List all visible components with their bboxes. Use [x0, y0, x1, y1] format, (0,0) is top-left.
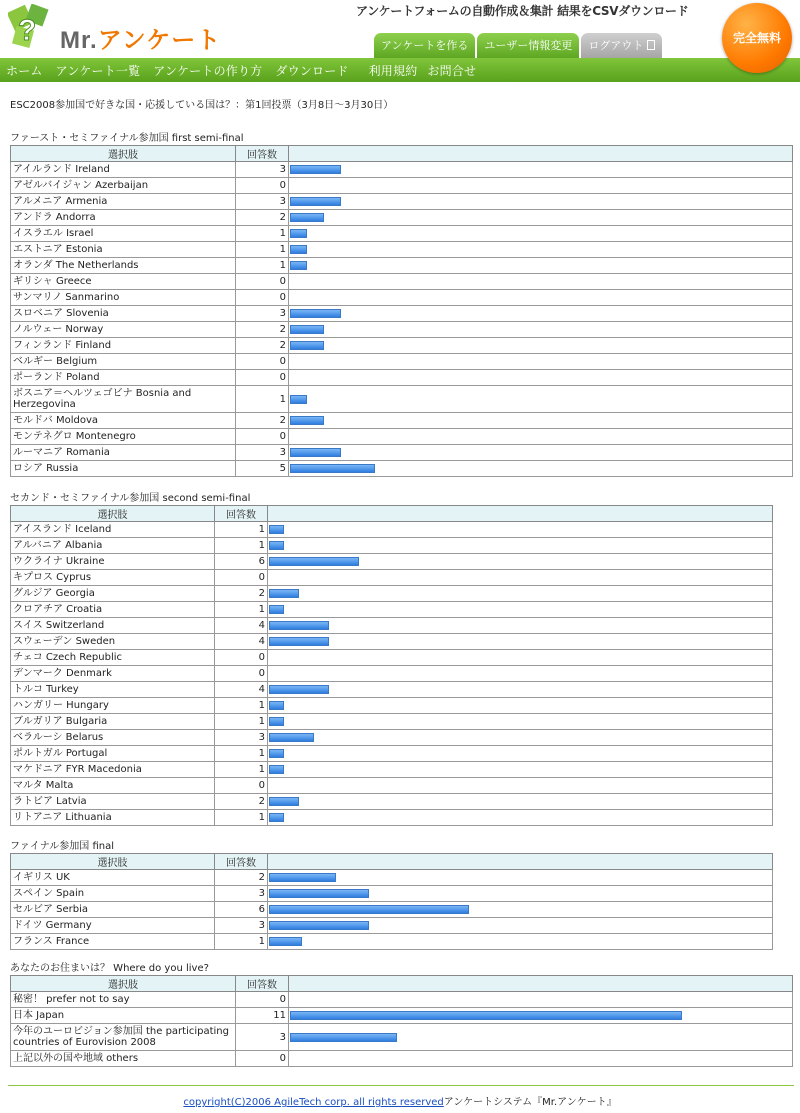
main-nav [0, 58, 800, 82]
vote-bar-cell [289, 162, 793, 178]
vote-bar-cell [289, 210, 793, 226]
nav-contact[interactable]: お問合せ [427, 63, 477, 78]
vote-count: 1 [236, 258, 289, 274]
vote-bar [290, 416, 324, 425]
vote-count: 0 [236, 274, 289, 290]
choice-label: フィンランド Finland [11, 338, 236, 354]
results-section [10, 840, 773, 950]
vote-bar [269, 921, 369, 930]
vote-count: 2 [215, 586, 268, 602]
table-row [11, 586, 773, 602]
vote-count: 2 [236, 413, 289, 429]
tab-logout[interactable] [581, 33, 662, 58]
results-table [10, 505, 773, 826]
column-header-count: 回答数 [215, 506, 268, 522]
table-row [11, 746, 773, 762]
vote-count: 2 [215, 794, 268, 810]
vote-bar-cell [268, 586, 773, 602]
vote-bar [269, 701, 284, 710]
choice-label: デンマーク Denmark [11, 666, 215, 682]
vote-count: 4 [215, 618, 268, 634]
section-title: セカンド・セミファイナル参加国 second semi-final [10, 493, 251, 504]
vote-bar [290, 395, 307, 404]
vote-bar [290, 197, 341, 206]
section-title: あなたのお住まいは？ Where do you live? [10, 963, 209, 974]
vote-count: 1 [215, 698, 268, 714]
nav-terms[interactable]: 利用規約 [368, 63, 418, 78]
results-table [10, 975, 793, 1067]
choice-label: クロアチア Croatia [11, 602, 215, 618]
choice-label: アイスランド Iceland [11, 522, 215, 538]
results-table [10, 853, 773, 950]
column-header-bar [268, 506, 773, 522]
vote-bar [290, 1033, 397, 1042]
vote-count: 3 [236, 162, 289, 178]
table-row [11, 554, 773, 570]
vote-count: 1 [215, 538, 268, 554]
vote-count: 0 [215, 570, 268, 586]
logo-text-anketo: アンケート [97, 27, 222, 54]
footer-text: アンケートシステム『Mr.アンケート』 [443, 1097, 617, 1108]
tab-user-settings[interactable] [477, 33, 579, 58]
vote-count: 3 [236, 194, 289, 210]
column-header-bar [289, 146, 793, 162]
nav-how-to[interactable]: アンケートの作り方 [153, 63, 263, 78]
vote-count: 1 [215, 714, 268, 730]
vote-bar [290, 464, 375, 473]
vote-bar-cell [289, 445, 793, 461]
vote-count: 3 [236, 306, 289, 322]
nav-home[interactable]: ホーム [6, 63, 43, 78]
svg-text:?: ? [18, 14, 37, 47]
column-header-count: 回答数 [215, 854, 268, 870]
site-footer [0, 1093, 800, 1108]
choice-label: 秘密！ prefer not to say [11, 992, 236, 1008]
nav-survey-list[interactable]: アンケート一覧 [55, 63, 141, 78]
table-row [11, 178, 793, 194]
vote-count: 1 [236, 226, 289, 242]
vote-count: 5 [236, 461, 289, 477]
vote-count: 0 [236, 370, 289, 386]
vote-bar-cell [268, 714, 773, 730]
vote-bar-cell [289, 242, 793, 258]
table-row [11, 429, 793, 445]
vote-bar-cell [289, 386, 793, 413]
vote-count: 3 [215, 730, 268, 746]
vote-bar [290, 213, 324, 222]
table-row [11, 354, 793, 370]
door-icon [647, 40, 655, 50]
vote-count: 1 [215, 934, 268, 950]
vote-count: 4 [215, 634, 268, 650]
site-tagline: アンケートフォームの自動作成＆集計 結果をCSVダウンロード [356, 4, 689, 18]
vote-count: 3 [236, 1024, 289, 1051]
tab-logout-label: ログアウト [588, 39, 644, 52]
table-row [11, 918, 773, 934]
table-header-row [11, 506, 773, 522]
choice-label: ハンガリー Hungary [11, 698, 215, 714]
choice-label: ルーマニア Romania [11, 445, 236, 461]
vote-bar-cell [268, 886, 773, 902]
column-header-bar [289, 976, 793, 992]
vote-bar-cell [289, 992, 793, 1008]
vote-bar [269, 873, 336, 882]
choice-label: 日本 Japan [11, 1008, 236, 1024]
choice-label: アルメニア Armenia [11, 194, 236, 210]
vote-count: 11 [236, 1008, 289, 1024]
vote-bar-cell [289, 194, 793, 210]
vote-bar [269, 733, 314, 742]
results-section [10, 492, 773, 826]
table-row [11, 886, 773, 902]
choice-label: ラトビア Latvia [11, 794, 215, 810]
choice-label: フランス France [11, 934, 215, 950]
vote-count: 0 [215, 650, 268, 666]
vote-bar-cell [268, 902, 773, 918]
choice-label: スペイン Spain [11, 886, 215, 902]
column-header-bar [268, 854, 773, 870]
table-row [11, 226, 793, 242]
vote-bar [269, 905, 469, 914]
choice-label: マケドニア FYR Macedonia [11, 762, 215, 778]
vote-count: 1 [236, 386, 289, 413]
vote-count: 1 [215, 810, 268, 826]
choice-label: 今年のユーロビジョン参加国 the participating countries of Eurovision 2008 [11, 1024, 236, 1051]
results-section [10, 962, 793, 1067]
vote-count: 0 [215, 778, 268, 794]
vote-bar [290, 165, 341, 174]
vote-bar-cell [289, 1008, 793, 1024]
vote-bar [269, 589, 299, 598]
table-header-row [11, 854, 773, 870]
vote-bar-cell [289, 290, 793, 306]
choice-label: ドイツ Germany [11, 918, 215, 934]
vote-count: 0 [236, 354, 289, 370]
section-title: ファイナル参加国 final [10, 841, 115, 852]
vote-bar-cell [268, 634, 773, 650]
results-section [10, 132, 793, 477]
vote-bar-cell [268, 870, 773, 886]
site-header [0, 0, 800, 58]
vote-bar-cell [289, 226, 793, 242]
table-header-row [11, 146, 793, 162]
table-row [11, 370, 793, 386]
vote-count: 1 [215, 602, 268, 618]
vote-bar-cell [268, 554, 773, 570]
table-row [11, 242, 793, 258]
choice-label: ベラルーシ Belarus [11, 730, 215, 746]
results-table [10, 145, 793, 477]
table-row [11, 570, 773, 586]
vote-bar-cell [268, 602, 773, 618]
choice-label: ギリシャ Greece [11, 274, 236, 290]
choice-label: マルタ Malta [11, 778, 215, 794]
vote-bar [269, 685, 329, 694]
header-tabs [374, 33, 662, 58]
choice-label: ボスニア＝ヘルツェゴビナ Bosnia and Herzegovina [11, 386, 236, 413]
column-header-count: 回答数 [236, 146, 289, 162]
footer-divider [8, 1085, 794, 1086]
table-row [11, 666, 773, 682]
table-row [11, 162, 793, 178]
choice-label: スロベニア Slovenia [11, 306, 236, 322]
vote-count: 3 [215, 918, 268, 934]
vote-bar-cell [268, 522, 773, 538]
table-row [11, 522, 773, 538]
table-row [11, 902, 773, 918]
vote-count: 2 [215, 870, 268, 886]
vote-count: 0 [236, 178, 289, 194]
vote-bar-cell [268, 650, 773, 666]
vote-bar [290, 1011, 682, 1020]
vote-count: 1 [215, 522, 268, 538]
vote-count: 3 [215, 886, 268, 902]
choice-label: チェコ Czech Republic [11, 650, 215, 666]
table-row [11, 634, 773, 650]
vote-count: 0 [236, 992, 289, 1008]
choice-label: ベルギー Belgium [11, 354, 236, 370]
vote-bar-cell [268, 746, 773, 762]
choice-label: スイス Switzerland [11, 618, 215, 634]
vote-count: 1 [236, 242, 289, 258]
column-header-count: 回答数 [236, 976, 289, 992]
vote-bar-cell [268, 918, 773, 934]
vote-count: 4 [215, 682, 268, 698]
choice-label: リトアニア Lithuania [11, 810, 215, 826]
table-row [11, 258, 793, 274]
nav-download[interactable]: ダウンロード [275, 63, 349, 78]
vote-bar-cell [268, 794, 773, 810]
vote-bar-cell [268, 538, 773, 554]
vote-bar-cell [268, 698, 773, 714]
vote-bar [290, 229, 307, 238]
vote-count: 0 [236, 290, 289, 306]
vote-count: 2 [236, 322, 289, 338]
vote-bar [269, 605, 284, 614]
table-row [11, 1008, 793, 1024]
table-row [11, 1024, 793, 1051]
vote-count: 6 [215, 902, 268, 918]
table-row [11, 870, 773, 886]
vote-bar [269, 889, 369, 898]
vote-bar-cell [289, 338, 793, 354]
vote-bar-cell [289, 354, 793, 370]
vote-bar [269, 541, 284, 550]
choice-label: ポルトガル Portugal [11, 746, 215, 762]
choice-label: モルドバ Moldova [11, 413, 236, 429]
table-row [11, 650, 773, 666]
free-badge: 完全無料 [722, 3, 792, 73]
vote-bar-cell [268, 934, 773, 950]
vote-count: 2 [236, 338, 289, 354]
vote-bar-cell [289, 370, 793, 386]
vote-bar-cell [289, 274, 793, 290]
table-row [11, 1051, 793, 1067]
vote-bar-cell [289, 1051, 793, 1067]
choice-label: イギリス UK [11, 870, 215, 886]
vote-bar [269, 813, 284, 822]
vote-bar-cell [268, 570, 773, 586]
table-row [11, 322, 793, 338]
choice-label: アイルランド Ireland [11, 162, 236, 178]
vote-bar [269, 749, 284, 758]
table-row [11, 698, 773, 714]
choice-label: サンマリノ Sanmarino [11, 290, 236, 306]
vote-bar [269, 621, 329, 630]
vote-bar [290, 309, 341, 318]
table-row [11, 413, 793, 429]
tab-create-survey[interactable] [374, 33, 475, 58]
vote-bar-cell [289, 429, 793, 445]
vote-bar [290, 341, 324, 350]
table-row [11, 810, 773, 826]
vote-bar [269, 557, 359, 566]
choice-label: モンテネグロ Montenegro [11, 429, 236, 445]
vote-bar [269, 717, 284, 726]
table-row [11, 794, 773, 810]
vote-count: 6 [215, 554, 268, 570]
vote-bar [269, 797, 299, 806]
vote-count: 3 [236, 445, 289, 461]
choice-label: トルコ Turkey [11, 682, 215, 698]
choice-label: 上記以外の国や地域 others [11, 1051, 236, 1067]
vote-count: 0 [215, 666, 268, 682]
choice-label: アンドラ Andorra [11, 210, 236, 226]
column-header-choice: 選択肢 [11, 146, 236, 162]
tab-user-settings-label: ユーザー情報変更 [484, 39, 573, 52]
choice-label: ノルウェー Norway [11, 322, 236, 338]
question-mark-icon [8, 4, 54, 54]
vote-bar [290, 325, 324, 334]
vote-bar-cell [268, 618, 773, 634]
vote-bar [269, 765, 284, 774]
table-row [11, 682, 773, 698]
table-row [11, 306, 793, 322]
table-row [11, 445, 793, 461]
section-title: ファースト・セミファイナル参加国 first semi-final [10, 133, 244, 144]
vote-bar [290, 448, 341, 457]
choice-label: イスラエル Israel [11, 226, 236, 242]
choice-label: セルビア Serbia [11, 902, 215, 918]
vote-bar-cell [289, 258, 793, 274]
table-row [11, 778, 773, 794]
vote-bar-cell [289, 178, 793, 194]
vote-bar-cell [268, 778, 773, 794]
table-row [11, 386, 793, 413]
table-row [11, 618, 773, 634]
choice-label: ブルガリア Bulgaria [11, 714, 215, 730]
choice-label: グルジア Georgia [11, 586, 215, 602]
table-row [11, 290, 793, 306]
choice-label: アゼルバイジャン Azerbaijan [11, 178, 236, 194]
vote-bar-cell [289, 461, 793, 477]
tab-create-survey-label: アンケートを作る [381, 39, 469, 52]
vote-bar-cell [289, 1024, 793, 1051]
site-logo[interactable] [8, 4, 258, 56]
column-header-choice: 選択肢 [11, 506, 215, 522]
choice-label: ウクライナ Ukraine [11, 554, 215, 570]
choice-label: アルバニア Albania [11, 538, 215, 554]
copyright-link[interactable]: copyright(C)2006 AgileTech corp. all rights reserved [183, 1097, 444, 1108]
column-header-choice: 選択肢 [11, 854, 215, 870]
vote-bar-cell [289, 322, 793, 338]
choice-label: ポーランド Poland [11, 370, 236, 386]
table-row [11, 338, 793, 354]
vote-bar [269, 637, 329, 646]
vote-bar-cell [289, 306, 793, 322]
vote-bar-cell [268, 762, 773, 778]
table-row [11, 714, 773, 730]
choice-label: オランダ The Netherlands [11, 258, 236, 274]
vote-bar [290, 261, 307, 270]
table-row [11, 730, 773, 746]
vote-bar-cell [268, 666, 773, 682]
vote-bar [290, 245, 307, 254]
vote-bar [269, 525, 284, 534]
table-row [11, 602, 773, 618]
choice-label: ロシア Russia [11, 461, 236, 477]
vote-count: 1 [215, 762, 268, 778]
choice-label: スウェーデン Sweden [11, 634, 215, 650]
vote-count: 2 [236, 210, 289, 226]
logo-text-mr: Mr. [60, 27, 98, 54]
vote-bar-cell [289, 413, 793, 429]
vote-count: 1 [215, 746, 268, 762]
survey-question: ESC2008参加国で好きな国・応援している国は？：第1回投票（3月8日〜3月30日） [10, 100, 394, 111]
choice-label: キプロス Cyprus [11, 570, 215, 586]
vote-bar-cell [268, 682, 773, 698]
table-row [11, 762, 773, 778]
vote-count: 0 [236, 1051, 289, 1067]
vote-bar [269, 937, 302, 946]
table-row [11, 934, 773, 950]
column-header-choice: 選択肢 [11, 976, 236, 992]
table-row [11, 210, 793, 226]
choice-label: エストニア Estonia [11, 242, 236, 258]
vote-bar-cell [268, 810, 773, 826]
table-row [11, 461, 793, 477]
vote-bar-cell [268, 730, 773, 746]
vote-count: 0 [236, 429, 289, 445]
table-row [11, 274, 793, 290]
table-row [11, 992, 793, 1008]
table-header-row [11, 976, 793, 992]
table-row [11, 194, 793, 210]
logo-wordmark [60, 20, 221, 55]
table-row [11, 538, 773, 554]
